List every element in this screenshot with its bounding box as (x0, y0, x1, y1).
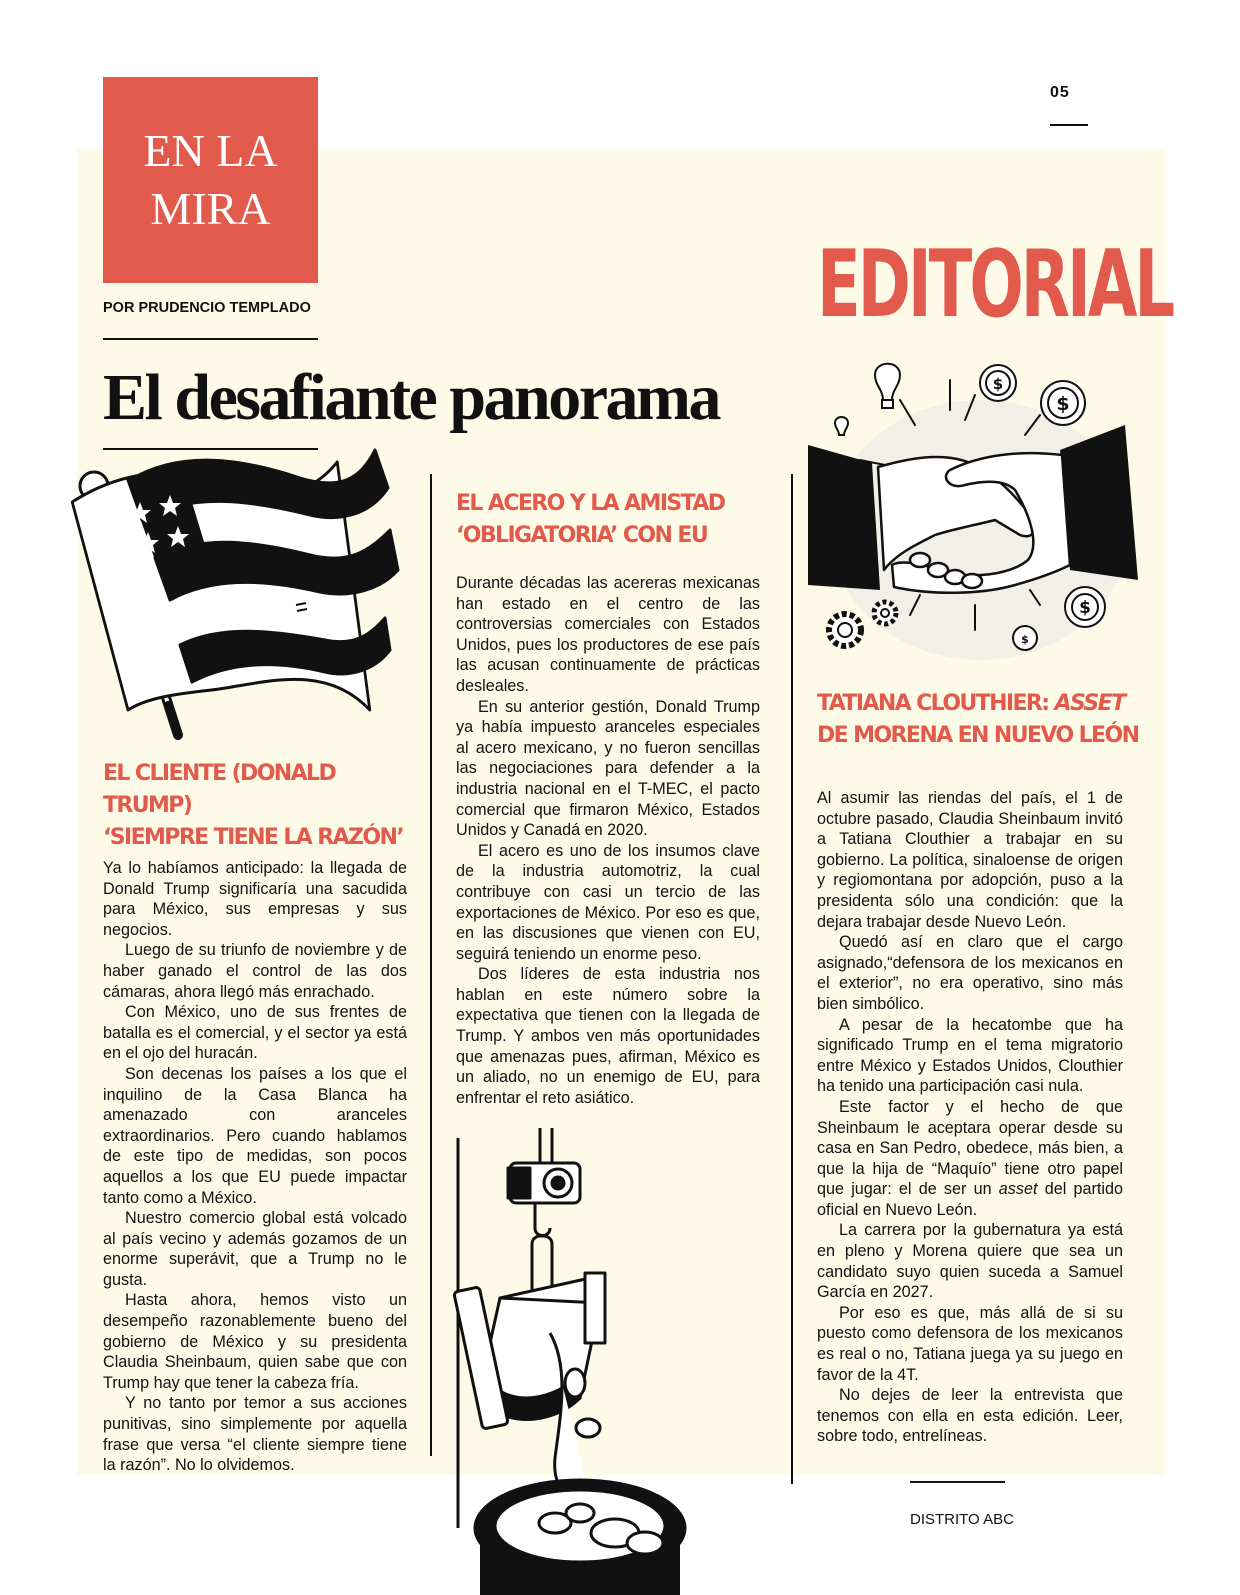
article-3-paragraph (817, 1097, 1123, 1221)
article-1-paragraph: Son decenas los países a los que el inquilino de la Casa Blanca ha amenazado con aranceles extraordinarios. Pero cuando hablamos de este tipo de medidas, son pocos aquellos a los que EU puede impactar tanto como a México. (103, 1064, 407, 1207)
article-2-paragraph: Dos líderes de esta industria nos hablan en este número sobre la expectativa que tienen con la llegada de Trump. Y ambos ven más oportunidades que amenazas pues, afirman, México es un aliado, no un enemigo de EU, para enfrentar el reto asiático. (456, 965, 760, 1107)
article-1-heading (103, 758, 423, 854)
article-1-body (103, 858, 407, 1476)
byline: POR PRUDENCIO TEMPLADO (103, 300, 311, 316)
article-3-paragraph: Quedó así en claro que el cargo asignado,“defensora de los mexicanos en el exterior”, no era operativo, sino más bien simbólico. (817, 933, 1123, 1013)
article-3-heading-line2: DE MORENA EN NUEVO LEÓN (817, 723, 1139, 748)
article-1-paragraph: Ya lo habíamos anticipado: la llegada de Donald Trump significaría una sacudida para México, sus empresas y sus negocios. (103, 859, 407, 939)
article-1-heading-line1: EL CLIENTE (DONALD TRUMP) (103, 761, 336, 818)
section-badge-line1: EN LA (143, 125, 278, 176)
article-2-heading-line2: ‘OBLIGATORIA’ CON EU (456, 523, 708, 548)
svg-text:$: $ (1056, 393, 1070, 415)
editorial-label: EDITORIAL (817, 232, 1173, 340)
article-1-paragraph: Con México, uno de sus frentes de batalla es el comercial, y el sector ya está en el ojo del huracán. (103, 1003, 407, 1063)
page-title: El desafiante panorama (103, 361, 720, 434)
article-3-paragraph: Por eso es que, más allá de si su puesto como defensora de los mexicanos es real o no, Tatiana juega ya su juego en favor de la 4T. (817, 1303, 1123, 1384)
article-1-paragraph: Luego de su triunfo de noviembre y de haber ganado el control de las dos cámaras, ahora llegó más enrachado. (103, 941, 407, 1001)
article-3-heading-asset: ASSET (1054, 691, 1125, 716)
article-2-paragraph: Durante décadas las acereras mexicanas han estado en el centro de las controversias comerciales con Estados Unidos, pues los productores de ese país las acusan continuamente de prácticas desleales. (456, 574, 760, 695)
article-3-paragraph: La carrera por la gubernatura ya está en pleno y Morena quiere que sea un candidato suyo quien suceda a Samuel García en 2027. (817, 1221, 1123, 1302)
article-3-asset-word: asset (998, 1180, 1038, 1199)
article-3-heading-line1: TATIANA CLOUTHIER: (817, 691, 1055, 716)
section-badge (103, 77, 318, 283)
article-3-text: Este factor y el hecho de que Sheinbaum le aceptara operar desde su casa en San Pedro, obedece, más bien, a que la hija de “Maquío” tiene otro papel que jugar: el de ser un (817, 1097, 1123, 1199)
article-1-heading-line2: ‘SIEMPRE TIENE LA RAZÓN’ (103, 825, 404, 850)
byline-rule (103, 338, 318, 340)
article-2-paragraph: En su anterior gestión, Donald Trump ya había impuesto aranceles especiales al acero mexicano, y no fueron sencillas las negociaciones para defender a la industria nacional en el T-MEC, el pacto comercial que firmaron México, Estados Unidos y Canadá en 2020. (456, 697, 760, 840)
article-2-heading-line1: EL ACERO Y LA AMISTAD (456, 491, 725, 516)
article-2-heading (456, 488, 776, 552)
article-3-heading (817, 688, 1147, 752)
flag-illustration (70, 440, 400, 750)
article-1-paragraph: Y no tanto por temor a sus acciones punitivas, sino simplemente por aquella frase que versa “el cliente siempre tiene la razón”. No lo olvidemos. (103, 1394, 407, 1475)
page-number: 05 (1050, 84, 1070, 101)
column-divider-right (791, 474, 793, 1484)
article-3-text: del partido oficial en Nuevo León. (817, 1180, 1123, 1219)
article-2-body (456, 573, 760, 1108)
section-badge-line2: MIRA (150, 183, 271, 234)
article-3-body (817, 788, 1123, 1447)
article-3-paragraph: No dejes de leer la entrevista que tenemos con ella en esta edición. Leer, sobre todo, entrelíneas. (817, 1386, 1123, 1446)
page-number-rule (1050, 124, 1088, 126)
svg-text:$: $ (1079, 598, 1091, 618)
article-1-paragraph: Nuestro comercio global está volcado al país vecino y además gozamos de un enorme superávit, que a Trump no le gusta. (103, 1209, 407, 1289)
svg-text:$: $ (992, 375, 1004, 393)
column-divider-left (430, 474, 432, 1456)
article-2-paragraph: El acero es uno de los insumos clave de la industria automotriz, la cual contribuye con casi un tercio de las exportaciones de México. Por eso es que, en las discusiones que vienen con EU, seguirá teniendo un enorme peso. (456, 841, 760, 963)
article-3-paragraph: Al asumir las riendas del país, el 1 de octubre pasado, Claudia Sheinbaum invitó a Tatiana Clouthier a trabajar en su gobierno. La política, sinaloense de origen y regiomontana por adopción, puso a la presidenta sólo una condición: que la dejara trabajar desde Nuevo León. (817, 789, 1123, 931)
handshake-illustration (800, 355, 1145, 665)
steel-ladle-illustration (440, 1128, 780, 1595)
article-1-paragraph: Hasta ahora, hemos visto un desempeño razonablemente bueno del gobierno de México y su presidenta Claudia Sheinbaum, quien sabe que con Trump hay que tener la cabeza fría. (103, 1291, 407, 1392)
footer-label: DISTRITO ABC (910, 1511, 1014, 1528)
svg-text:$: $ (1021, 633, 1029, 646)
footer-rule (910, 1481, 1005, 1483)
article-3-paragraph: A pesar de la hecatombe que ha significado Trump en el tema migratorio entre México y Estados Unidos, Clouthier ha tenido una participación casi nula. (817, 1015, 1123, 1096)
